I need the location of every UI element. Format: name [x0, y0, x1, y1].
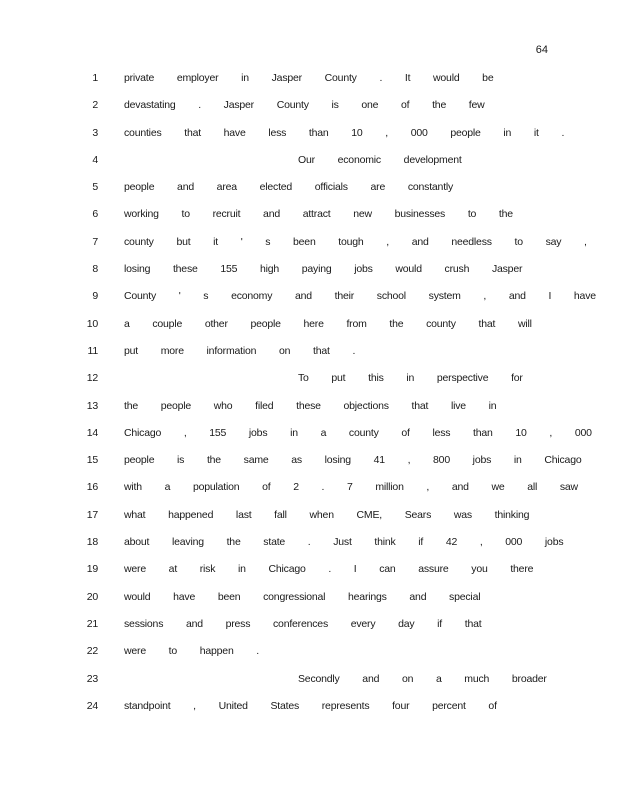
transcript-line [0, 614, 618, 641]
page-number: 64 [535, 44, 548, 56]
line-text: were to happen . [124, 645, 260, 658]
transcript-line [0, 559, 618, 586]
transcript-line [0, 477, 618, 504]
line-text: Secondly and on a much broader [298, 672, 547, 685]
line-text: private employer in Jasper County . It would be [124, 72, 494, 84]
line-number: 13 [86, 399, 98, 412]
line-text: Chicago , 155 jobs in a county of less than 10 , 000 [124, 426, 592, 439]
line-number: 2 [92, 99, 98, 112]
line-number: 21 [86, 617, 98, 630]
line-text: were at risk in Chicago . I can assure you there [124, 563, 534, 576]
line-text: counties that have less than 10 , 000 people in it . [124, 126, 565, 139]
line-text: would have been congressional hearings and special [124, 590, 481, 603]
line-text: people is the same as losing 41 , 800 jobs in Chicago [124, 454, 582, 467]
line-number: 23 [86, 672, 98, 685]
line-text: about leaving the state . Just think if 42 , 000 jobs [124, 536, 564, 549]
line-number: 4 [92, 153, 98, 166]
line-number: 9 [92, 290, 98, 303]
transcript-line [0, 259, 618, 286]
line-number: 3 [92, 126, 98, 139]
line-number: 19 [86, 563, 98, 576]
line-text: the people who filed these objections that live in [124, 399, 497, 412]
line-number: 15 [86, 454, 98, 467]
line-number: 7 [92, 235, 98, 248]
line-number: 10 [86, 317, 98, 330]
line-number: 24 [86, 699, 98, 712]
transcript-line [0, 587, 618, 614]
transcript-line [0, 423, 618, 450]
transcript-line [0, 286, 618, 313]
line-number: 8 [92, 263, 98, 276]
line-text: sessions and press conferences every day if that [124, 617, 482, 630]
line-text: people and area elected officials are constantly [124, 181, 454, 194]
line-text: devastating . Jasper County is one of the few [124, 99, 485, 112]
transcript-line [0, 314, 618, 341]
transcript-line [0, 368, 618, 395]
line-text: County ' s economy and their school system , and I have [124, 290, 596, 303]
transcript-line [0, 68, 618, 95]
transcript-line [0, 204, 618, 231]
line-number: 22 [86, 645, 98, 658]
line-text: working to recruit and attract new businesses to the [124, 208, 513, 221]
transcript-body [0, 68, 618, 723]
line-number: 11 [87, 344, 98, 357]
line-number: 20 [86, 590, 98, 603]
line-number: 6 [92, 208, 98, 221]
transcript-line [0, 505, 618, 532]
line-number: 16 [86, 481, 98, 494]
line-text: losing these 155 high paying jobs would crush Jasper [124, 263, 523, 276]
line-number: 12 [86, 372, 98, 385]
transcript-line [0, 641, 618, 668]
line-text: Our economic development [298, 153, 462, 166]
line-number: 1 [92, 72, 98, 84]
transcript-line [0, 450, 618, 477]
line-number: 18 [86, 536, 98, 549]
line-text: what happened last fall when CME, Sears was thinking [124, 508, 530, 521]
transcript-line [0, 150, 618, 177]
transcript-line [0, 123, 618, 150]
transcript-line [0, 232, 618, 259]
line-text: To put this in perspective for [298, 372, 523, 385]
line-number: 17 [86, 508, 98, 521]
transcript-line [0, 177, 618, 204]
line-text: standpoint , United States represents four percent of [124, 699, 497, 712]
line-text: put more information on that . [124, 344, 356, 357]
transcript-line [0, 341, 618, 368]
line-number: 14 [86, 426, 98, 439]
line-number: 5 [92, 181, 98, 194]
line-text: a couple other people here from the county that will [124, 317, 532, 330]
transcript-line [0, 95, 618, 122]
transcript-line [0, 669, 618, 696]
transcript-line [0, 532, 618, 559]
line-text: with a population of 2 . 7 million , and we all saw [124, 481, 578, 494]
transcript-line [0, 696, 618, 723]
line-text: county but it ' s been tough , and needless to say , [124, 235, 587, 248]
transcript-line [0, 396, 618, 423]
